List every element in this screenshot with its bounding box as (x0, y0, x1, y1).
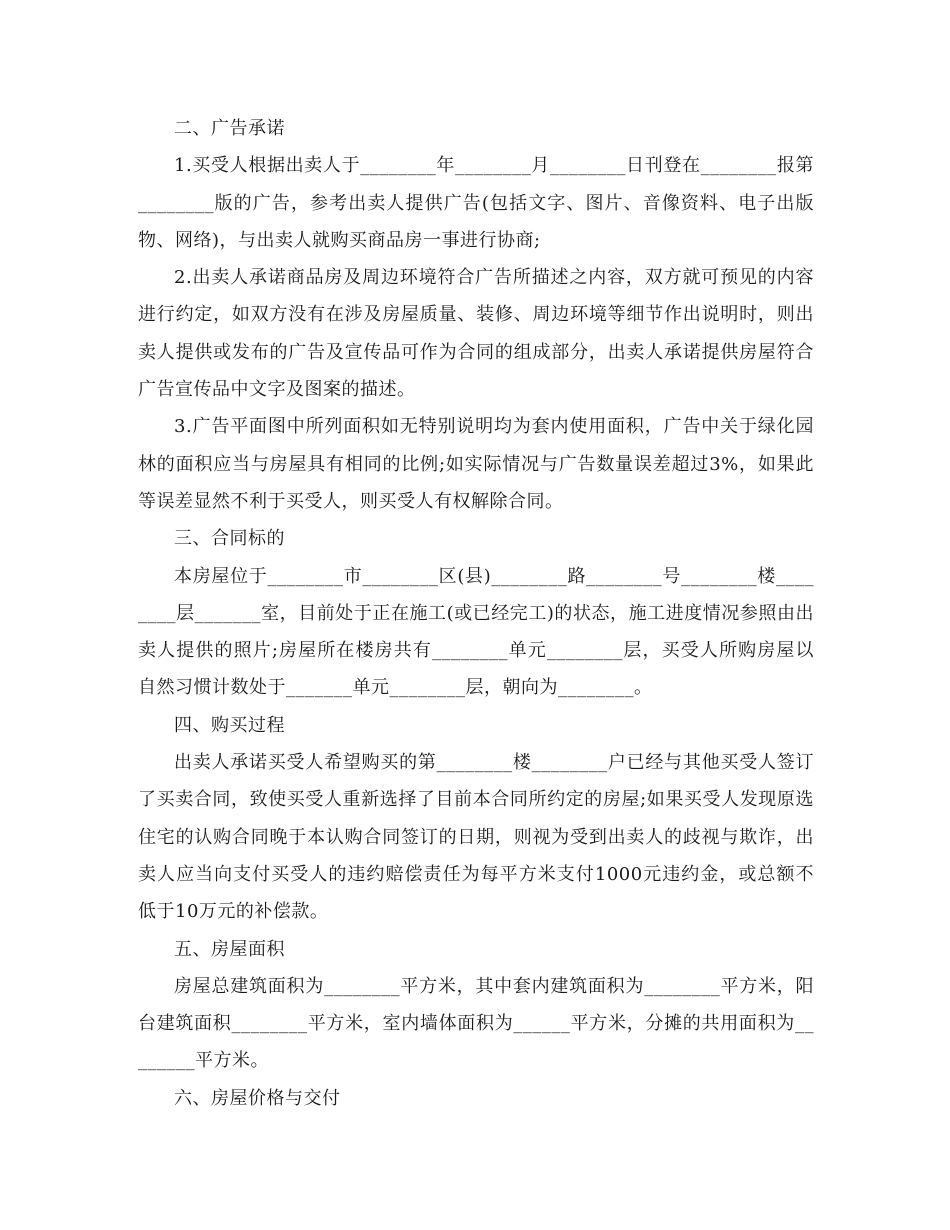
clause-1-advertisement-date: 1.买受人根据出卖人于________年________月________日刊登在________报第________版的广告，参考出卖人提供广告(包括文字、图片、音像资料、电子出版物、网络)，与出卖人就购买商品房一事进行协商; (138, 155, 814, 251)
section-heading-advertising: 二、广告承诺 (174, 118, 285, 139)
section-heading-subject: 三、合同标的 (174, 528, 285, 550)
clause-2-environment-promise: 2.出卖人承诺商品房及周边环境符合广告所描述之内容，双方就可预见的内容进行约定，如双方没有在涉及房屋质量、装修、周边环境等细节作出说明时，则出卖人提供或发布的广告及宣传品可作为合同的组成部分，出卖人承诺提供房屋符合广告宣传品中文字及图案的描述。 (138, 267, 814, 401)
section-heading-purchase-process: 四、购买过程 (174, 714, 285, 736)
paragraph-house-area: 房屋总建筑面积为________平方米，其中套内建筑面积为________平方米，阳台建筑面积________平方米，室内墙体面积为______平方米，分摊的共用面积为________平方米。 (138, 975, 814, 1072)
clause-3-floor-plan-area: 3.广告平面图中所列面积如无特别说明均为套内使用面积，广告中关于绿化园林的面积应当与房屋具有相同的比例;如实际情况与广告数量误差超过3%，如果此等误差显然不利于买受人，则买受人有权解除合同。 (138, 416, 814, 512)
section-heading-house-area: 五、房屋面积 (174, 938, 285, 960)
paragraph-purchase-process: 出卖人承诺买受人希望购买的第________楼________户已经与其他买受人签订了买卖合同，致使买受人重新选择了目前本合同所约定的房屋;如果买受人发现原选住宅的认购合同晚于本认购合同签订的日期，则视为受到出卖人的歧视与欺诈，出卖人应当向支付买受人的违约赔偿责任为每平方米支付1000元违约金，或总额不低于10万元的补偿款。 (138, 752, 814, 923)
section-heading-price-delivery: 六、房屋价格与交付 (174, 1087, 341, 1109)
paragraph-house-location: 本房屋位于________市________区(县)________路________号________楼________层_______室，目前处于正在施工(或已经完工)的状态，施工进度情况参照由出卖人提供的照片;房屋所在楼房共有________单元________层，买受人所购房屋以自然习惯计数处于_______单元________层，朝向为________。 (138, 565, 814, 699)
document-body (138, 110, 814, 1117)
